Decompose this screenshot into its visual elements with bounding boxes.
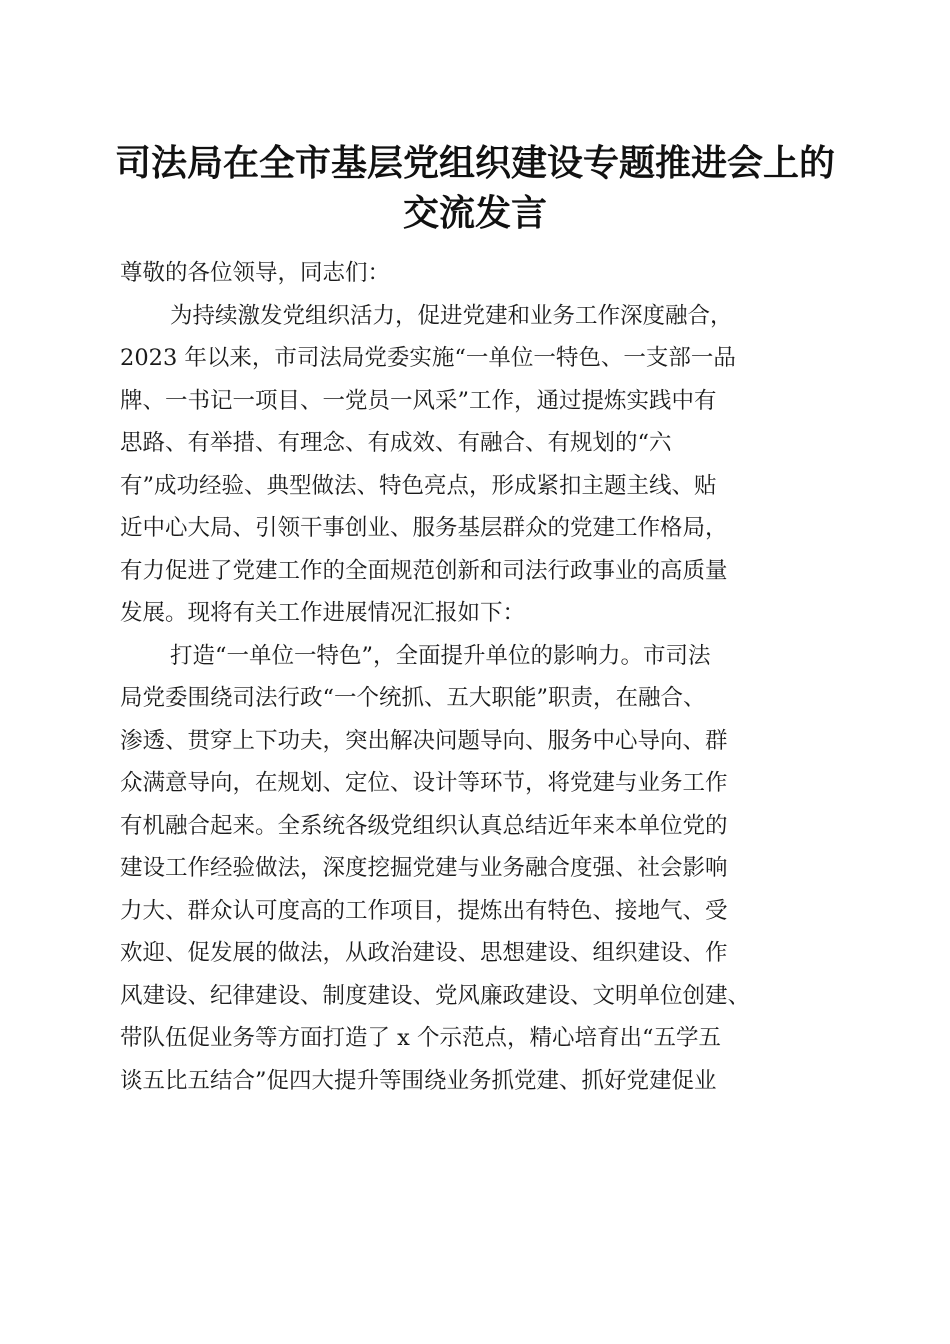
paragraph-2-line: 打造“一单位一特色”，全面提升单位的影响力。市司法 <box>170 642 711 669</box>
document-body <box>120 252 840 1102</box>
paragraph-2-line: 谈五比五结合”促四大提升等围绕业务抓党建、抓好党建促业 <box>120 1067 717 1094</box>
paragraph-2-line: 局党委围绕司法行政“一个统抓、五大职能”职责，在融合、 <box>120 685 706 711</box>
salutation: 尊敬的各位领导，同志们： <box>120 260 391 286</box>
paragraph-2-line: 有机融合起来。全系统各级党组织认真总结近年来本单位党的 <box>120 812 728 839</box>
paragraph-2-line: 力大、群众认可度高的工作项目，提炼出有特色、接地气、受 <box>120 897 728 924</box>
paragraph-1-line: 为持续激发党组织活力，促进党建和业务工作深度融合， <box>170 302 733 329</box>
paragraph-1-line: 有”成功经验、典型做法、特色亮点，形成紧扣主题主线、贴 <box>120 472 717 499</box>
paragraph-1-line: 牌、一书记一项目、一党员一风采”工作，通过提炼实践中有 <box>120 387 717 414</box>
paragraph-1-line: 近中心大局、引领干事创业、服务基层群众的党建工作格局， <box>120 515 728 541</box>
paragraph-1-line: 2023 年以来，市司法局党委实施“一单位一特色、一支部一品 <box>120 345 736 371</box>
document-title <box>100 138 850 238</box>
paragraph-2-line: 渗透、贯穿上下功夫，突出解决问题导向、服务中心导向、群 <box>120 727 728 754</box>
paragraph-1-line: 发展。现将有关工作进展情况汇报如下： <box>120 600 526 626</box>
paragraph-1-line: 有力促进了党建工作的全面规范创新和司法行政事业的高质量 <box>120 557 728 584</box>
paragraph-2-line: 带队伍促业务等方面打造了 x 个示范点，精心培育出“五学五 <box>120 1025 721 1051</box>
paragraph-2-line: 建设工作经验做法，深度挖掘党建与业务融合度强、社会影响 <box>120 855 728 881</box>
paragraph-1-line: 思路、有举措、有理念、有成效、有融合、有规划的“六 <box>120 430 672 456</box>
title-line-2: 交流发言 <box>402 192 547 234</box>
paragraph-2-line: 欢迎、促发展的做法，从政治建设、思想建设、组织建设、作 <box>120 940 728 966</box>
title-line-1: 司法局在全市基层党组织建设专题推进会上的 <box>114 142 835 184</box>
paragraph-2-line: 风建设、纪律建设、制度建设、党风廉政建设、文明单位创建、 <box>120 982 751 1009</box>
paragraph-2-line: 众满意导向，在规划、定位、设计等环节，将党建与业务工作 <box>120 770 728 796</box>
